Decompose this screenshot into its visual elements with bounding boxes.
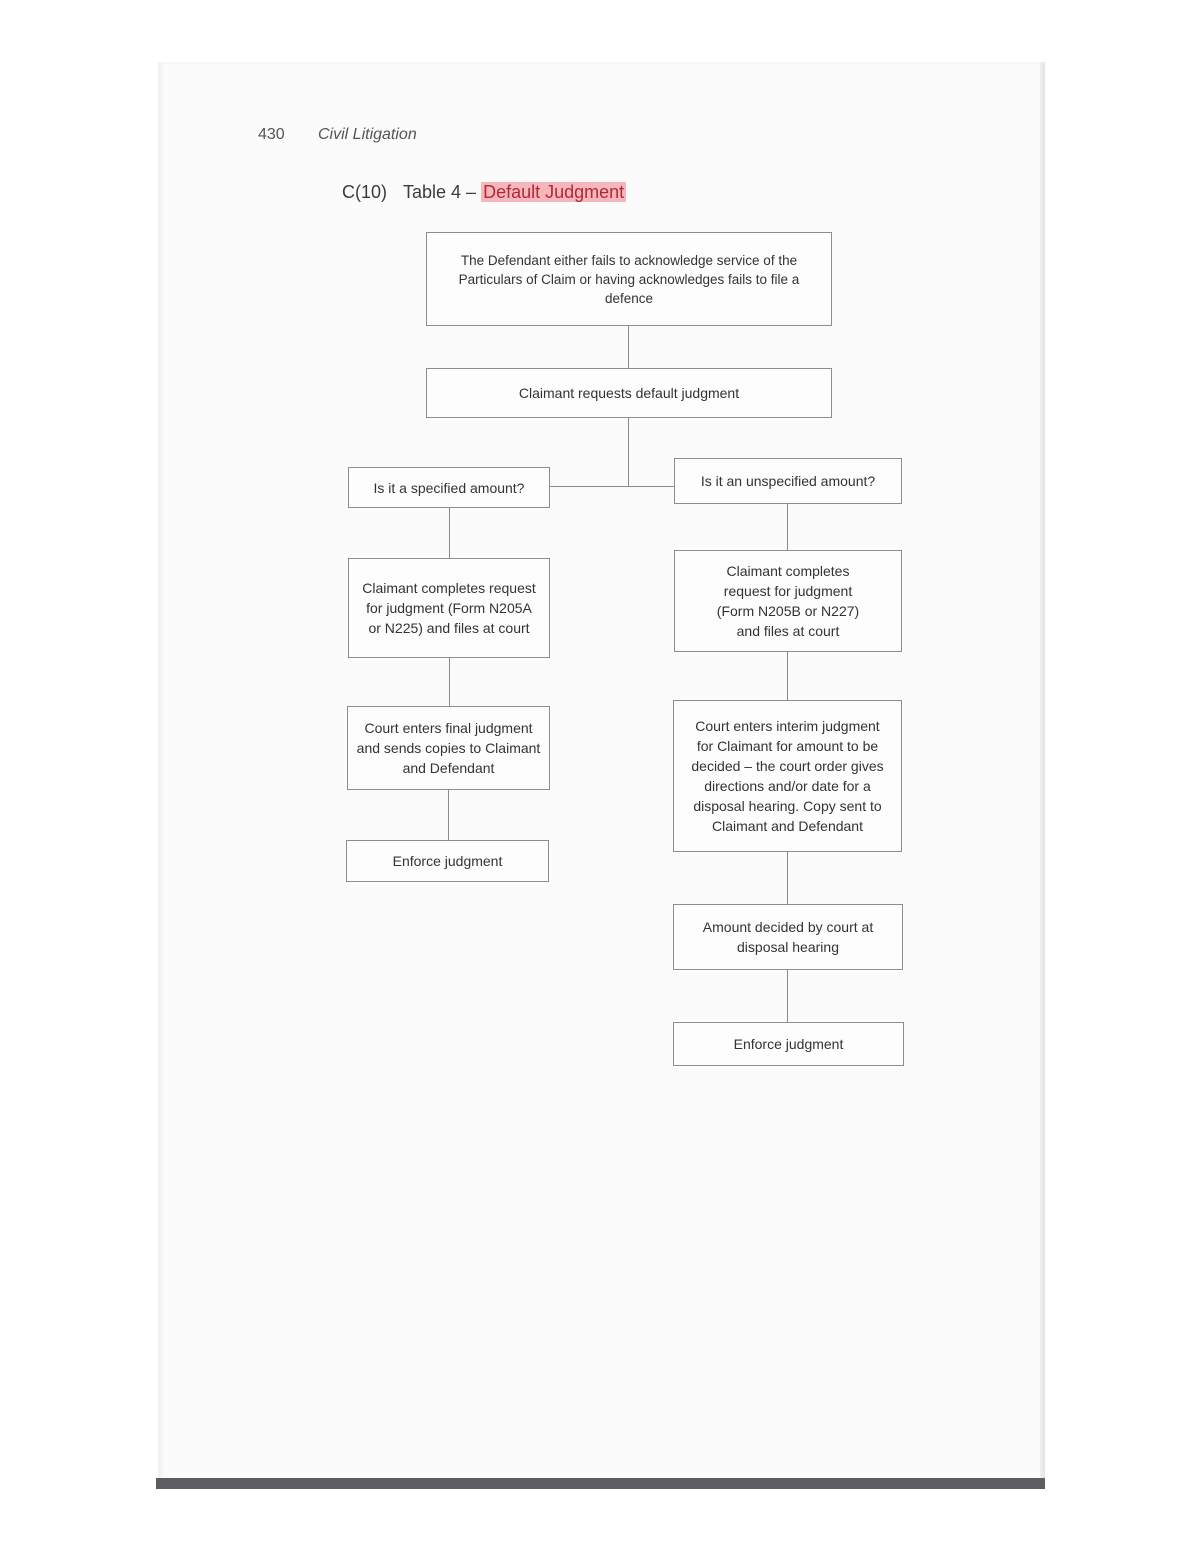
table-reference: C(10) xyxy=(342,182,388,202)
page-edge-right xyxy=(1040,62,1045,1480)
flow-box-right-complete-request: Claimant completes request for judgment (Form N205B or N227) and files at court xyxy=(674,550,902,652)
flow-box-start: The Defendant either fails to acknowledge service of the Particulars of Claim or having acknowledges fails to file a defence xyxy=(426,232,832,326)
flow-box-final-judgment: Court enters final judgment and sends copies to Claimant and Defendant xyxy=(347,706,550,790)
connector-right-step1-to-step2 xyxy=(787,652,788,700)
flow-box-left-complete-request: Claimant completes request for judgment (Form N205A or N225) and files at court xyxy=(348,558,550,658)
flow-box-request-default-judgment: Claimant requests default judgment xyxy=(426,368,832,418)
connector-right-q-to-step1 xyxy=(787,504,788,550)
page-edge-bottom xyxy=(156,1478,1045,1489)
flow-box-disposal-hearing: Amount decided by court at disposal hearing xyxy=(673,904,903,970)
table-label: Table 4 – xyxy=(403,182,477,202)
connector-left-q-to-step1 xyxy=(449,508,450,558)
highlighted-title: Default Judgment xyxy=(483,182,625,202)
table-heading xyxy=(342,182,626,203)
flow-box-interim-judgment: Court enters interim judgment for Claimant for amount to be decided – the court order gives directions and/or date for a disposal hearing. Copy sent to Claimant and Defendant xyxy=(673,700,902,852)
flow-box-right-enforce-judgment: Enforce judgment xyxy=(673,1022,904,1066)
connector-request-to-split xyxy=(628,418,629,486)
connector-start-to-request xyxy=(628,326,629,368)
connector-split-horizontal xyxy=(550,486,674,487)
book-title: Civil Litigation xyxy=(318,126,417,143)
connector-left-step1-to-step2 xyxy=(449,658,450,706)
flow-box-specified-amount-question: Is it a specified amount? xyxy=(348,467,550,508)
flow-box-left-enforce-judgment: Enforce judgment xyxy=(346,840,549,882)
connector-left-step2-to-end xyxy=(448,790,449,840)
page-number: 430 xyxy=(258,126,285,143)
flow-box-unspecified-amount-question: Is it an unspecified amount? xyxy=(674,458,902,504)
connector-right-step3-to-end xyxy=(787,970,788,1022)
connector-right-step2-to-step3 xyxy=(787,852,788,904)
